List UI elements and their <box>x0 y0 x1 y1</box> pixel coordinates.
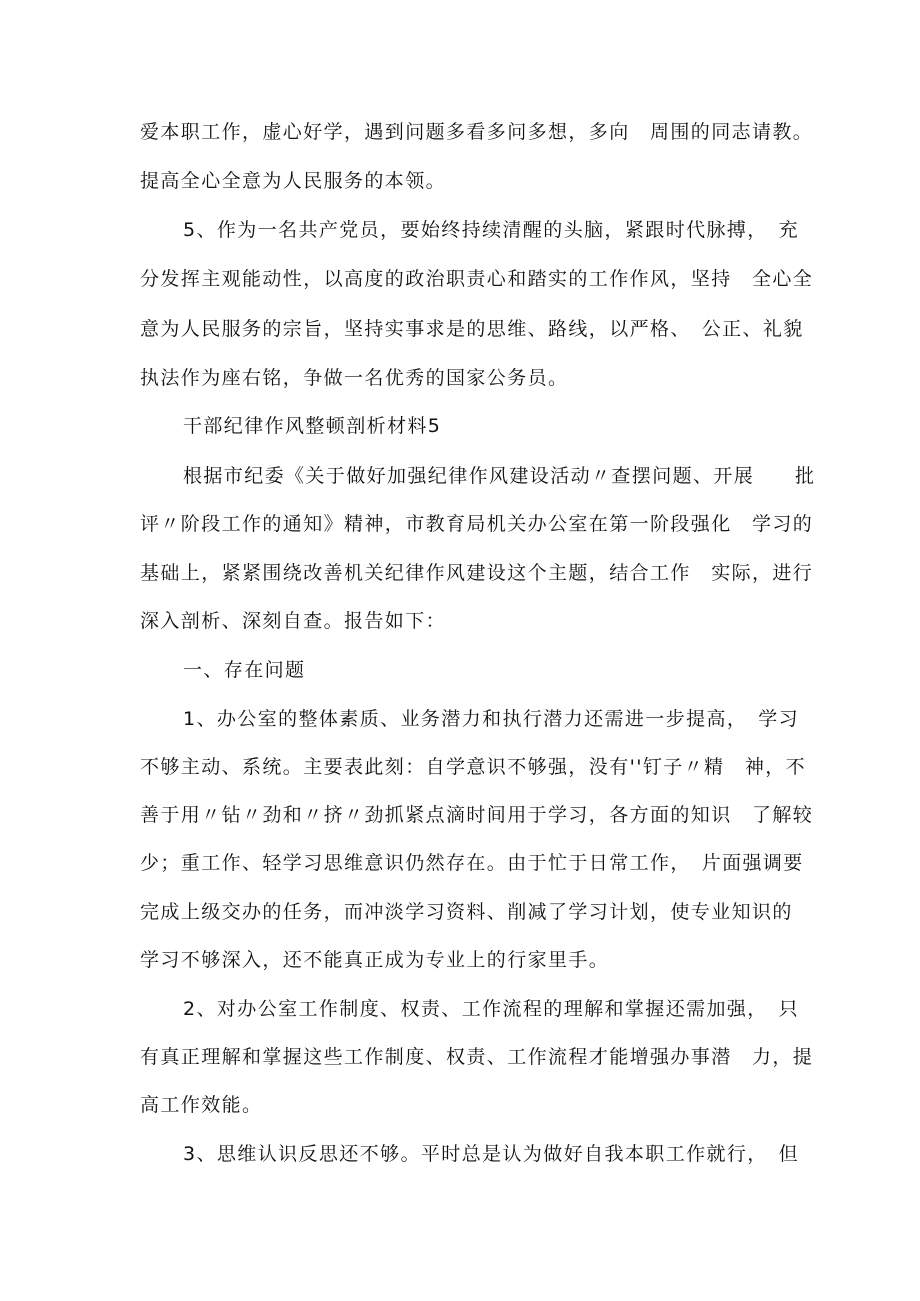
text-line: 分发挥主观能动性，以高度的政治职责心和踏实的工作作风，坚持 全心全 <box>140 268 814 290</box>
text-line: 意为人民服务的宗旨，坚持实事求是的思维、路线，以严格、 公正、礼貌 <box>140 318 804 340</box>
text-line: 少；重工作、轻学习思维意识仍然存在。由于忙于日常工作， 片面强调要 <box>140 852 804 874</box>
text-line: 2、对办公室工作制度、权责、工作流程的理解和掌握还需加强， 只 <box>183 998 799 1020</box>
text-line: 高工作效能。 <box>140 1094 263 1116</box>
text-line: 评〃阶段工作的通知》精神，市教育局机关办公室在第一阶段强化 学习的 <box>140 513 814 535</box>
text-line: 善于用〃钻〃劲和〃挤〃劲抓紧点滴时间用于学习，各方面的知识 了解较 <box>140 804 814 826</box>
text-line: 根据市纪委《关于做好加强纪律作风建设活动〃查摆问题、开展 批 <box>183 465 816 487</box>
text-line: 完成上级交办的任务，而冲淡学习资料、削减了学习计划，使专业知识的 <box>140 901 793 923</box>
text-line: 基础上，紧紧围绕改善机关纪律作风建设这个主题，结合工作 实际，进行 <box>140 562 814 584</box>
text-line: 5、作为一名共产党员，要始终持续清醒的头脑，紧跟时代脉搏， 充 <box>183 219 799 241</box>
text-line: 有真正理解和掌握这些工作制度、权责、工作流程才能增强办事潜 力，提 <box>140 1046 814 1068</box>
text-line: 不够主动、系统。主要表此刻：自学意识不够强，没有''钉子〃精 神，不 <box>140 756 807 778</box>
text-line: 执法作为座右铭，争做一名优秀的国家公务员。 <box>140 367 569 389</box>
text-line: 3、思维认识反思还不够。平时总是认为做好自我本职工作就行， 但 <box>183 1143 799 1165</box>
text-line: 学习不够深入，还不能真正成为专业上的行家里手。 <box>140 949 610 971</box>
section-heading: 一、存在问题 <box>183 659 306 681</box>
text-line: 深入剖析、深刻自查。报告如下： <box>140 610 447 632</box>
section-title: 干部纪律作风整顿剖析材料5 <box>183 415 442 437</box>
text-line: 提高全心全意为人民服务的本领。 <box>140 170 447 192</box>
text-line: 爱本职工作，虚心好学，遇到问题多看多问多想，多向 周围的同志请教。 <box>140 121 814 143</box>
text-line: 1、办公室的整体素质、业务潜力和执行潜力还需进一步提高， 学习 <box>183 708 799 730</box>
